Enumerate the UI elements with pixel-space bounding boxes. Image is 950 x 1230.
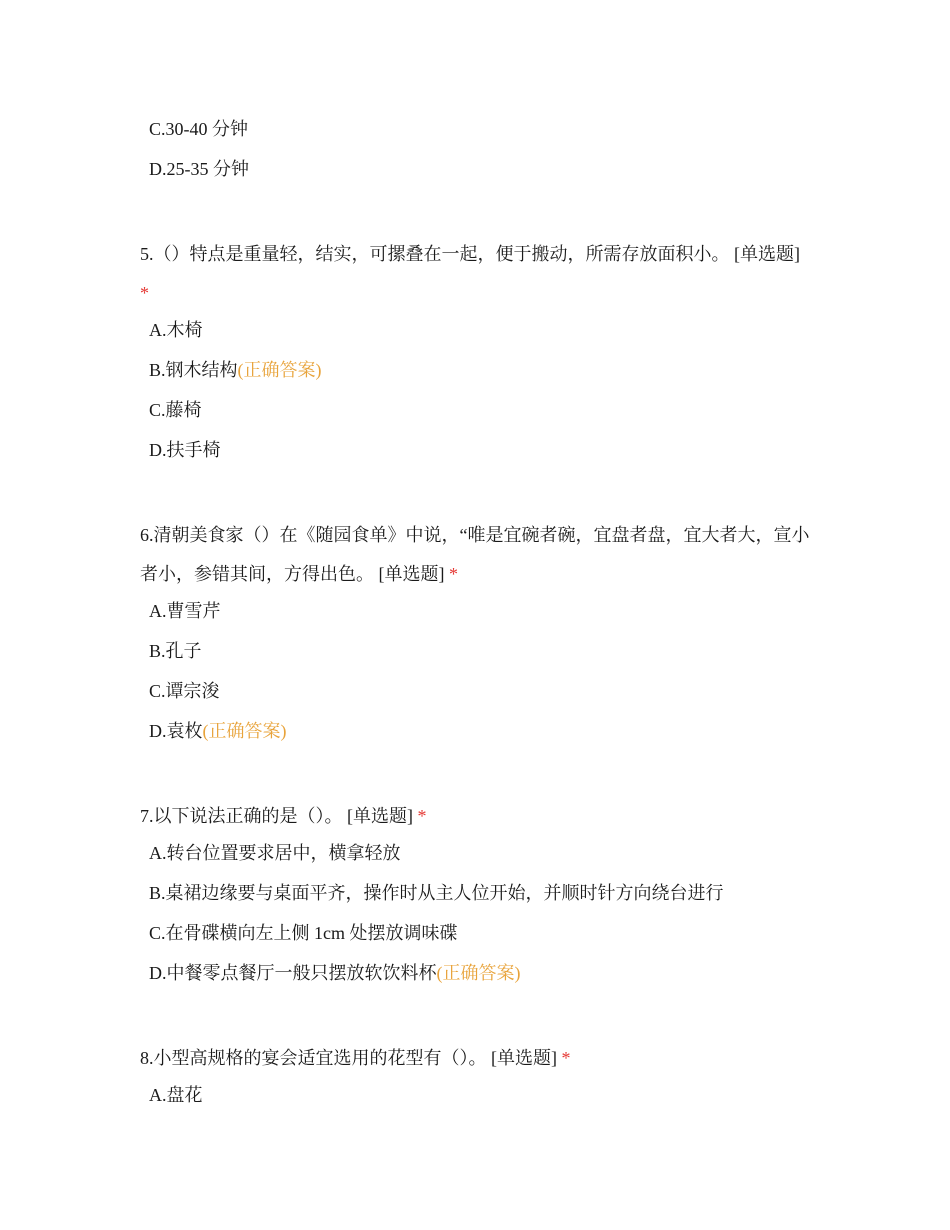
option-q6-b[interactable]: B.孔子 [149,641,202,661]
option-q7-d[interactable]: D.中餐零点餐厅一般只摆放软饮料杯(正确答案) [149,963,521,983]
required-mark: * [417,806,427,826]
required-mark: * [449,564,458,584]
option-prev-c[interactable]: C.30-40 分钟 [149,119,248,139]
option-q5-a[interactable]: A.木椅 [149,320,203,340]
question-7-title: 7.以下说法正确的是（）。 [单选题] * [140,806,427,826]
option-q5-d[interactable]: D.扶手椅 [149,440,221,460]
required-mark: * [140,283,149,303]
option-q7-c[interactable]: C.在骨碟横向左上侧 1cm 处摆放调味碟 [149,923,458,943]
question-5-title: 5.（）特点是重量轻，结实，可摞叠在一起，便于搬动，所需存放面积小。 [单选题] * [140,244,800,303]
option-prev-d[interactable]: D.25-35 分钟 [149,159,249,179]
option-q7-b[interactable]: B.桌裙边缘要与桌面平齐，操作时从主人位开始，并顺时针方向绕台进行 [149,883,724,903]
survey-content [140,118,810,1124]
option-q7-a[interactable]: A.转台位置要求居中，横拿轻放 [149,843,401,863]
question-8-title: 8.小型高规格的宴会适宜选用的花型有（）。 [单选题] * [140,1048,571,1068]
correct-answer-label: (正确答案) [436,963,521,983]
question-type-badge: [单选题] [347,806,413,826]
question-6-title: 6.清朝美食家（）在《随园食单》中说，“唯是宜碗者碗，宜盘者盘，宜大者大，宣小者小，参错其间，方得出色。 [单选题] * [140,525,810,584]
option-q6-a[interactable]: A.曹雪芹 [149,601,221,621]
correct-answer-label: (正确答案) [202,721,287,741]
option-q6-d[interactable]: D.袁枚(正确答案) [149,721,287,741]
question-type-badge: [单选题] [378,564,445,584]
option-q8-a[interactable]: A.盘花 [149,1085,203,1105]
option-q5-c[interactable]: C.藤椅 [149,400,202,420]
option-q6-c[interactable]: C.谭宗浚 [149,681,220,701]
required-mark: * [561,1048,571,1068]
question-type-badge: [单选题] [491,1048,557,1068]
correct-answer-label: (正确答案) [237,360,322,380]
option-q5-b[interactable]: B.钢木结构(正确答案) [149,360,322,380]
question-type-badge: [单选题] [734,244,800,264]
